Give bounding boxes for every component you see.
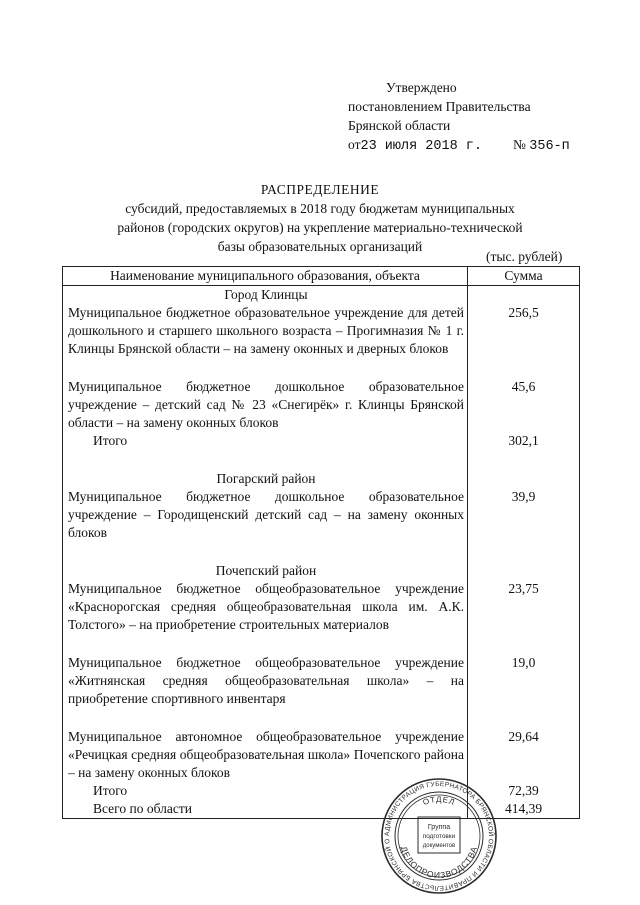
stamp-dept-bottom: ДЕЛОПРОИЗВОДСТВА [398, 844, 480, 881]
svg-text:ОТДЕЛ [422, 795, 457, 807]
object-name: Муниципальное бюджетное дошкольное образовательное учреждение – Городищенский детский сад – на замену оконных блоков [63, 488, 468, 542]
approval-title: Утверждено [386, 80, 457, 95]
district-klintsy: Город Клинцы [63, 286, 468, 305]
stamp-seal-icon [380, 777, 498, 895]
table-row [63, 470, 580, 488]
table-row [63, 286, 580, 305]
table-row [63, 728, 580, 782]
subtotal-sum: 302,1 [468, 432, 580, 450]
stamp-center-2: подготовки [422, 833, 456, 840]
stamp-ring-text: АДМИНИСТРАЦИЯ ГУБЕРНАТОРА БРЯНСКОЙ ОБЛАСТИ И ПРАВИТЕЛЬСТВА БРЯНСКОЙ О [383, 780, 495, 892]
approval-block [348, 78, 588, 156]
object-sum: 45,6 [468, 378, 580, 432]
grand-total-row [63, 800, 580, 819]
object-sum: 39,9 [468, 488, 580, 542]
subtotal-row [63, 432, 580, 450]
approval-date: 23 июля 2018 г. [360, 139, 483, 154]
object-sum: 256,5 [468, 304, 580, 358]
stamp-dept-top: ОТДЕЛ [421, 794, 457, 808]
document-heading [60, 180, 580, 256]
document-subtitle-1: субсидий, предоставляемых в 2018 году бюджетам муниципальных [125, 201, 515, 216]
approval-region: Брянской области [348, 118, 451, 133]
table-row [63, 580, 580, 634]
object-sum: 23,75 [468, 580, 580, 634]
object-sum: 29,64 [468, 728, 580, 782]
object-sum: 19,0 [468, 654, 580, 708]
table-row [63, 378, 580, 432]
subtotal-row [63, 782, 580, 800]
stamp-center-3: документов [422, 843, 456, 849]
subtotal-label: Итого [63, 782, 468, 800]
object-name: Муниципальное бюджетное общеобразовательное учреждение «Краснорогская средняя общеобразовательная школа им. А.К. Толстого» – на приобретение строительных материалов [63, 580, 468, 634]
column-header-sum: Сумма [468, 267, 580, 286]
grand-total-label: Всего по области [63, 800, 468, 819]
stamp-center-1: Группа [427, 824, 451, 831]
object-name: Муниципальное бюджетное дошкольное образовательное учреждение – детский сад № 23 «Снегирёк» г. Клинцы Брянской области – на замену оконных блоков [63, 378, 468, 432]
table-header-row [63, 267, 580, 286]
district-pogar: Погарский район [63, 470, 468, 488]
official-stamp [380, 777, 498, 895]
document-subtitle-3: базы образовательных организаций [217, 239, 423, 254]
object-name: Муниципальное автономное общеобразовательное учреждение «Речицкая средняя общеобразовательная школа» Почепского района – на замену оконных блоков [63, 728, 468, 782]
number-prefix: № [513, 137, 526, 152]
grand-total-sum: 414,39 [468, 800, 580, 819]
approval-date-line [348, 135, 588, 156]
table-row [63, 304, 580, 358]
column-header-name: Наименование муниципального образования, объекта [63, 267, 468, 286]
document-subtitle-2: районов (городских округов) на укрепление материально-технической [117, 220, 523, 235]
date-prefix: от [348, 137, 361, 152]
approval-number-wrap [513, 135, 570, 156]
subtotal-label: Итого [63, 432, 468, 450]
table-row [63, 488, 580, 542]
document-title: РАСПРЕДЕЛЕНИЕ [260, 182, 380, 197]
table-row [63, 562, 580, 580]
svg-text:ДЕЛОПРОИЗВОДСТВА [399, 845, 479, 880]
units-label: (тыс. рублей) [486, 249, 563, 264]
subsidy-table [62, 266, 580, 819]
district-pochep: Почепский район [63, 562, 468, 580]
object-name: Муниципальное бюджетное общеобразовательное учреждение «Житнянская средняя общеобразовательная школа» – на приобретение спортивного инвентаря [63, 654, 468, 708]
approval-number: 356-п [529, 139, 570, 154]
approval-resolution: постановлением Правительства [348, 99, 531, 114]
subtotal-sum: 72,39 [468, 782, 580, 800]
object-name: Муниципальное бюджетное образовательное учреждение для детей дошкольного и старшего школьного возраста – Прогимназия № 1 г. Клинцы Брянской области – на замену оконных и дверных блоков [63, 304, 468, 358]
table-row [63, 654, 580, 708]
